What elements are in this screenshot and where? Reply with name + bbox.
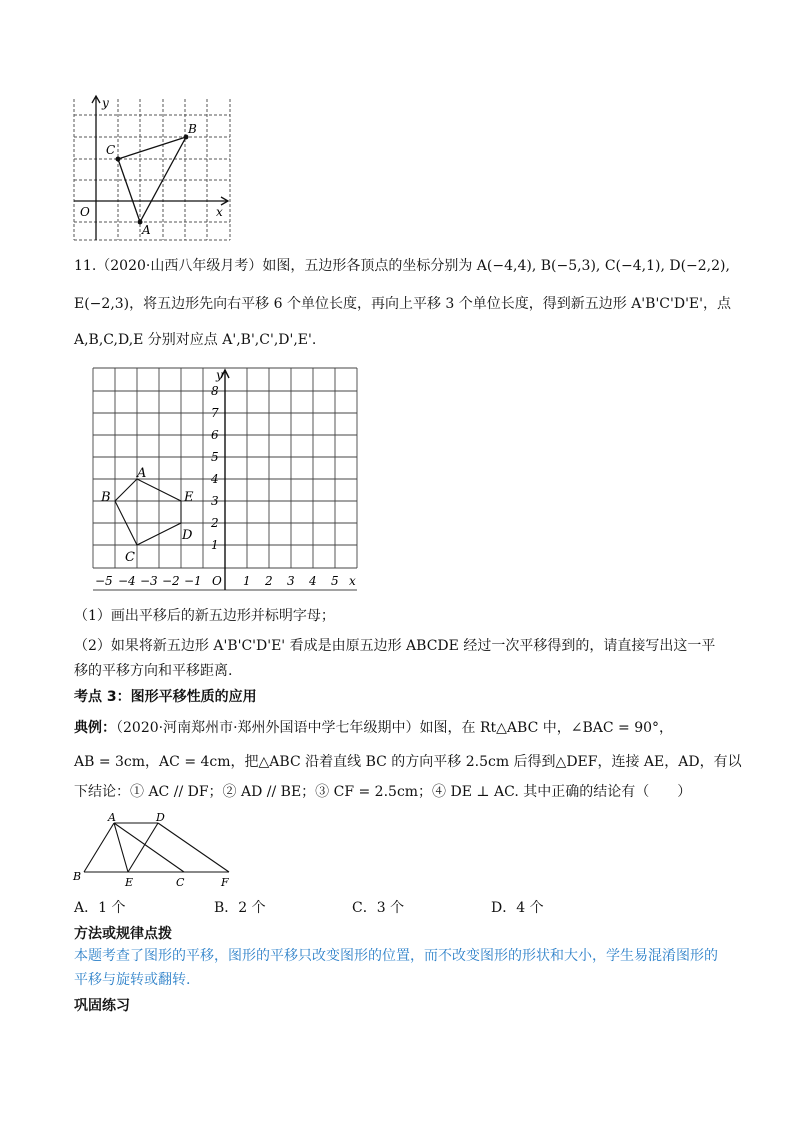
y-tick-1: 1: [211, 538, 219, 552]
fig3-a-label: A: [108, 811, 116, 824]
vertex-e-label: E: [184, 490, 194, 505]
option-a[interactable]: A．1 个: [74, 900, 126, 916]
figure-2-coordinate-grid: [88, 364, 364, 594]
fig1-c-label: C: [106, 143, 116, 157]
fig3-f-label: F: [221, 876, 229, 889]
example-line-2: AB = 3cm，AC = 4cm，把△ABC 沿着直线 BC 的方向平移 2.5cm 后得到△DEF，连接 AE，AD，有以: [74, 754, 742, 770]
method-text-line-2: 平移与旋转或翻转.: [74, 972, 191, 988]
x-tick-neg4: −4: [118, 574, 136, 588]
fig3-e-label: E: [125, 876, 134, 889]
q11-line-2: E(−2,3)，将五边形先向右平移 6 个单位长度，再向上平移 3 个单位长度，得到新五边形 A'B'C'D'E'，点: [74, 296, 731, 312]
figure-1-grid: [70, 92, 235, 247]
y-tick-7: 7: [211, 406, 219, 420]
example-label: 典例：: [74, 720, 116, 736]
sub-question-1: （1）画出平移后的新五边形并标明字母；: [74, 608, 335, 624]
figure-3-triangles: [70, 810, 240, 890]
option-b[interactable]: B．2 个: [214, 900, 266, 916]
origin-label: O: [212, 574, 222, 588]
example-line-3: 下结论：① AC // DF；② AD // BE；③ CF = 2.5cm；④ DE ⊥ AC. 其中正确的结论有（ ）: [74, 784, 692, 800]
x-tick-neg5: −5: [95, 574, 113, 588]
x-tick-2: 2: [265, 574, 273, 588]
x-tick-neg1: −1: [184, 574, 202, 588]
vertex-d-label: D: [182, 528, 193, 543]
y-tick-2: 2: [211, 516, 219, 530]
fig3-d-label: D: [156, 811, 165, 824]
x-tick-neg2: −2: [162, 574, 180, 588]
point-c: [116, 157, 121, 162]
x-tick-neg3: −3: [140, 574, 158, 588]
fig2-y-label: y: [216, 368, 223, 382]
q11-line-3: A,B,C,D,E 分别对应点 A',B',C',D',E'.: [74, 332, 317, 348]
y-tick-4: 4: [211, 472, 219, 486]
y-tick-3: 3: [211, 494, 219, 508]
vertex-b-label: B: [101, 490, 111, 505]
y-tick-5: 5: [211, 450, 219, 464]
fig1-y-label: y: [102, 96, 109, 110]
q11-line-1: 11.（2020·山西八年级月考）如图，五边形各顶点的坐标分别为 A(−4,4), B(−5,3), C(−4,1), D(−2,2),: [74, 258, 730, 274]
fig1-origin-label: O: [80, 205, 90, 219]
x-tick-5: 5: [331, 574, 339, 588]
option-c[interactable]: C．3 个: [352, 900, 405, 916]
vertex-c-label: C: [125, 550, 135, 565]
example-line-1-text: （2020·河南郑州市·郑州外国语中学七年级期中）如图，在 Rt△ABC 中，∠BAC = 90°，: [116, 720, 674, 736]
fig1-x-label: x: [216, 205, 223, 219]
sub-question-2-line-1: （2）如果将新五边形 A'B'C'D'E' 看成是由原五边形 ABCDE 经过一次平移得到的，请直接写出这一平: [74, 638, 716, 654]
fig2-x-label: x: [349, 574, 356, 588]
practice-title: 巩固练习: [74, 998, 130, 1014]
sub-question-2-line-2: 移的平移方向和平移距离.: [74, 663, 233, 679]
fig3-c-label: C: [176, 876, 185, 889]
example-line-1: [74, 718, 673, 738]
fig3-b-label: B: [73, 870, 82, 883]
option-d[interactable]: D．4 个: [491, 900, 544, 916]
method-title: 方法或规律点拨: [74, 926, 172, 942]
x-tick-3: 3: [287, 574, 295, 588]
method-text-line-1: 本题考查了图形的平移，图形的平移只改变图形的位置，而不改变图形的形状和大小，学生易混淆图形的: [74, 948, 718, 964]
y-tick-6: 6: [211, 428, 219, 442]
fig1-a-label: A: [142, 223, 151, 237]
y-tick-8: 8: [211, 384, 219, 398]
vertex-a-label: A: [137, 466, 147, 481]
x-tick-1: 1: [243, 574, 251, 588]
x-tick-4: 4: [309, 574, 317, 588]
fig1-b-label: B: [188, 122, 197, 136]
section-3-title: 考点 3：图形平移性质的应用: [74, 689, 257, 705]
